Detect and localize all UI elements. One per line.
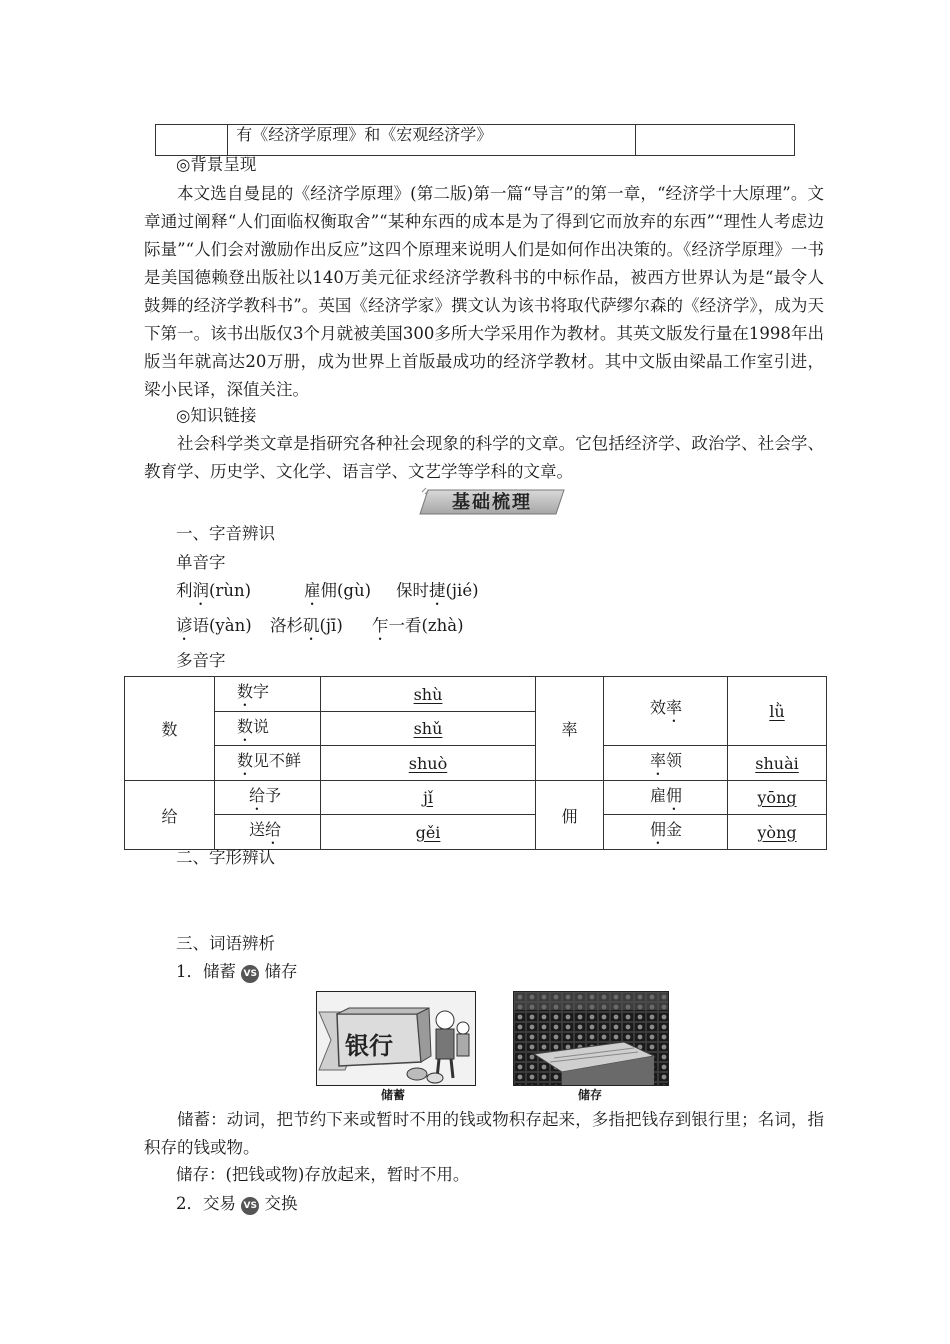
compare-item-2 xyxy=(176,1190,298,1218)
banner-title: 基础梳理 xyxy=(452,492,532,513)
knowledge-body xyxy=(144,430,824,486)
vs-icon: VS xyxy=(241,1197,259,1215)
poly-word: 送给 xyxy=(215,815,321,850)
poly-word: 数见不鲜 xyxy=(215,746,321,781)
compare-item-1 xyxy=(176,958,298,986)
item-number: 2． xyxy=(176,1194,203,1213)
definition-1-text: 储蓄：动词，把节约下来或暂时不用的钱或物积存起来，多指把钱存到银行里；名词，指积存的钱或物。 xyxy=(144,1110,824,1157)
single-heading: 单音字 xyxy=(176,553,226,572)
knowledge-paragraph: 社会科学类文章是指研究各种社会现象的科学的文章。它包括经济学、政治学、社会学、教育学、历史学、文化学、语言学、文艺学等学科的文章。 xyxy=(144,434,824,481)
poly-pinyin: shuò xyxy=(321,746,536,781)
word-a: 储蓄 xyxy=(203,962,236,981)
poly-pinyin: jǐ xyxy=(321,781,536,815)
single-item: 洛杉矶(jī) xyxy=(270,616,343,635)
polyphonic-table xyxy=(124,676,827,850)
poly-word: 率领 xyxy=(604,746,728,781)
single-item: 谚语(yàn) xyxy=(176,616,252,635)
poly-pinyin: shù xyxy=(321,677,536,712)
definition-1 xyxy=(144,1106,824,1162)
poly-char-lv: 率 xyxy=(536,677,604,781)
poly-pinyin: yòng xyxy=(728,815,827,850)
caption-left: 储蓄 xyxy=(381,1088,406,1102)
poly-word: 佣金 xyxy=(604,815,728,850)
vs-icon: VS xyxy=(241,965,259,983)
background-body xyxy=(144,180,824,404)
section1-heading: 一、字音辨识 xyxy=(176,524,275,543)
multi-heading: 多音字 xyxy=(176,651,226,670)
single-row-1 xyxy=(176,577,479,609)
poly-pinyin: lǜ xyxy=(728,677,827,746)
single-row-2 xyxy=(176,612,464,644)
bank-drawing xyxy=(317,992,475,1085)
poly-pinyin: shuài xyxy=(728,746,827,781)
poly-pinyin: yōng xyxy=(728,781,827,815)
item-number: 1． xyxy=(176,962,203,981)
word-a: 交易 xyxy=(203,1194,236,1213)
storage-drawing xyxy=(514,992,668,1085)
bank-illustration xyxy=(316,991,476,1086)
poly-word: 数字 xyxy=(215,677,321,712)
single-item: 保时捷(jié) xyxy=(396,581,479,600)
single-item: 雇佣(gù) xyxy=(304,581,372,600)
background-paragraph: 本文选自曼昆的《经济学原理》(第二版)第一篇“导言”的第一章，“经济学十大原理”。文章通过阐释“人们面临权衡取舍”“某种东西的成本是为了得到它而放弃的东西”“理性人考虑边际量”“人们会对激励作出反应”这四个原理来说明人们是如何作出决策的。《经济学原理》一书是美国德赖登出版社以140万美元征求经济学教科书的中标作品，被西方世界认为是“最令人鼓舞的经济学教科书”。英国《经济学家》撰文认为该书将取代萨缪尔森的《经济学》，成为天下第一。该书出版仅3个月就被美国300多所大学采用作为教材。其英文版发行量在1998年出版当年就高达20万册，成为世界上首版最成功的经济学教材。其中文版由梁晶工作室引进，梁小民译，深值关注。 xyxy=(144,184,824,399)
section3-heading: 三、词语辨析 xyxy=(176,934,275,953)
single-item: 乍一看(zhà) xyxy=(372,616,464,635)
poly-pinyin: shǔ xyxy=(321,712,536,746)
poly-word: 效率 xyxy=(604,677,728,746)
single-item: 利润(rùn) xyxy=(176,581,252,600)
definition-2: 储存：(把钱或物)存放起来，暂时不用。 xyxy=(176,1165,470,1184)
poly-word: 雇佣 xyxy=(604,781,728,815)
word-b: 交换 xyxy=(264,1194,298,1213)
poly-word: 给予 xyxy=(215,781,321,815)
poly-char-yong: 佣 xyxy=(536,781,604,850)
poly-char-shu: 数 xyxy=(125,677,215,781)
bank-sign: 银行 xyxy=(345,1032,393,1060)
poly-pinyin: gěi xyxy=(321,815,536,850)
poly-char-gei: 给 xyxy=(125,781,215,850)
section-banner xyxy=(418,486,566,516)
word-b: 储存 xyxy=(264,962,298,981)
top-table-text: 有《经济学原理》和《宏观经济学》 xyxy=(228,125,635,156)
caption-right: 储存 xyxy=(578,1088,603,1102)
section2-heading: 二、字形辨认 xyxy=(176,848,275,867)
knowledge-heading: ◎知识链接 xyxy=(176,406,257,425)
storage-photo xyxy=(513,991,669,1086)
poly-word: 数说 xyxy=(215,712,321,746)
background-heading: ◎背景呈现 xyxy=(176,155,257,174)
top-table-empty-right xyxy=(635,125,794,156)
